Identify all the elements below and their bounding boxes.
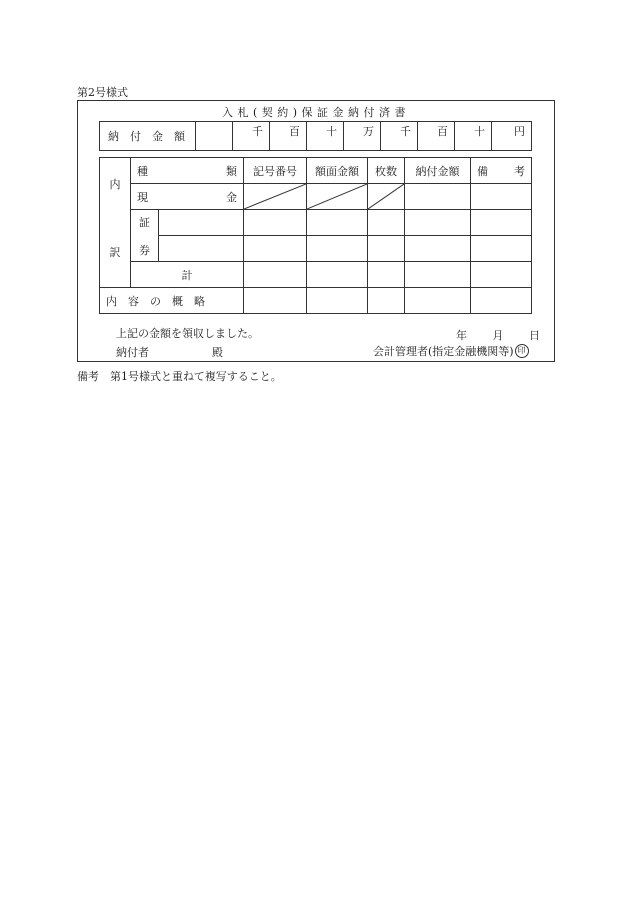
cash-row-label [131,184,244,210]
securities-serial-cell [244,210,307,236]
summary-cell [471,288,532,314]
cash-remarks-cell [471,184,532,210]
unit-cell: 万 [344,122,381,151]
date-month: 月 [492,329,504,342]
unit-cell: 十 [455,122,492,151]
unit-cell: 円 [492,122,532,151]
unit-cell: 千 [233,122,270,151]
date-line [456,327,540,343]
side-label-top: 内 [109,178,121,191]
total-serial-cell [244,262,307,288]
unit-cell: 十 [307,122,344,151]
securities-kind-cell [159,236,244,262]
date-day: 日 [529,329,540,342]
breakdown-table [99,157,532,314]
securities-kind-cell [159,210,244,236]
cash-label-a: 現 [137,190,148,204]
summary-cell [307,288,368,314]
securities-serial-cell [244,236,307,262]
form-number-label: 第2号様式 [77,86,128,99]
diagonal-line [244,184,306,209]
amount-blank-cell [196,122,233,151]
diagonal-line [368,184,404,209]
unit-cell: 百 [270,122,307,151]
securities-label [131,210,159,262]
summary-cell [244,288,307,314]
cash-face-cell [307,184,368,210]
securities-count-cell [368,236,405,262]
header-remarks-b: 考 [514,164,525,178]
securities-count-cell [368,210,405,236]
cash-label-b: 金 [226,190,237,204]
breakdown-side-label [100,158,131,288]
date-year: 年 [456,329,467,342]
securities-label-a: 証 [139,215,150,229]
honorific-label: 殿 [212,346,223,359]
securities-label-b: 券 [139,243,150,257]
header-remarks-a: 備 [477,164,488,178]
header-count: 枚数 [368,158,405,184]
total-paid-cell [405,262,471,288]
amount-table [99,121,532,151]
total-face-cell [307,262,368,288]
cash-paid-cell [405,184,471,210]
amount-label: 納 付 金 額 [100,122,196,151]
header-kind-a: 種 [137,164,148,178]
side-label-bottom: 訳 [109,246,121,259]
cash-serial-cell [244,184,307,210]
receipt-statement: 上記の金額を領収しました。 [116,327,259,340]
total-count-cell [368,262,405,288]
summary-cell [405,288,471,314]
officer-signature [373,343,529,359]
summary-label: 内 容 の 概 略 [100,288,244,314]
unit-cell: 千 [381,122,418,151]
total-remarks-cell [471,262,532,288]
securities-face-cell [307,210,368,236]
payer-label: 納付者 [116,346,149,359]
header-paid-amount: 納付金額 [405,158,471,184]
seal-icon: 印 [515,344,529,358]
header-kind-b: 類 [226,164,237,178]
summary-cell [368,288,405,314]
securities-paid-cell [405,236,471,262]
securities-face-cell [307,236,368,262]
securities-paid-cell [405,210,471,236]
diagonal-line [307,184,367,209]
securities-remarks-cell [471,236,532,262]
unit-cell: 百 [418,122,455,151]
header-kind [131,158,244,184]
header-face-value: 額面金額 [307,158,368,184]
securities-remarks-cell [471,210,532,236]
officer-title: 会計管理者(指定金融機関等) [373,345,514,358]
form-title: 入札(契約)保証金納付済書 [221,106,411,119]
cash-count-cell [368,184,405,210]
form-remark: 備考 第1号様式と重ねて複写すること。 [77,370,282,383]
header-serial: 記号番号 [244,158,307,184]
header-remarks [471,158,532,184]
total-label: 計 [131,262,244,288]
